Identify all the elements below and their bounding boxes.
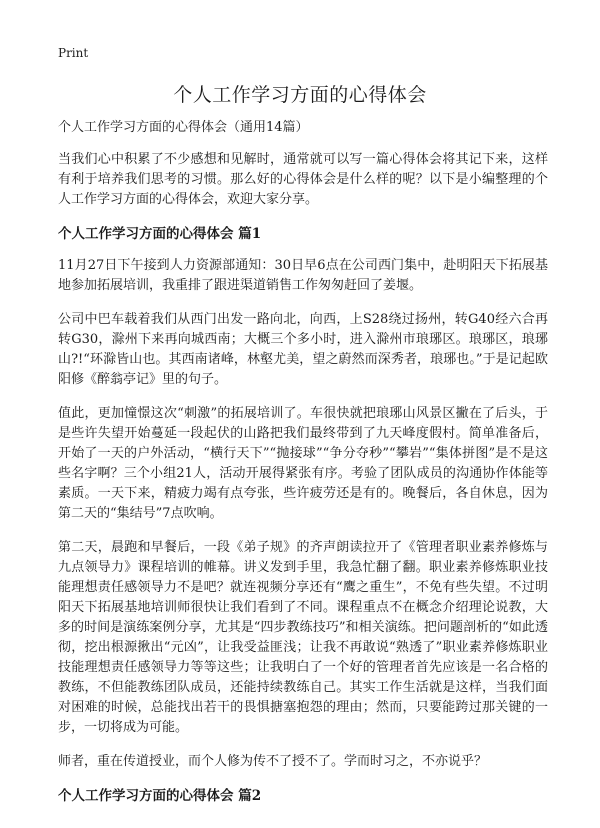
page-title: 个人工作学习方面的心得体会 bbox=[173, 84, 427, 106]
article-body bbox=[58, 118, 548, 818]
paragraph-1: 11月27日下午接到人力资源部通知：30日早6点在公司西门集中，赴明阳天下拓展基地参加拓展培训，我重排了跟进渠道销售工作匆匆赶回了姜堰。 bbox=[58, 258, 548, 293]
paragraph-4: 第二天，晨跑和早餐后，一段《弟子规》的齐声朗读拉开了《管理者职业素养修炼与九点领导力》课程培训的帷幕。讲义发到手里，我急忙翻了翻。职业素养修炼职业技能理想责任感领导力不是吧？就连视频分享还有“鹰之重生”，不免有些失望。不过明阳天下拓展基地培训师很快让我们看到了不同。课程重点不在概念介绍理论说教，大多的时间是演练案例分享，尤其是“四步教练技巧”和相关演练。把问题剖析的“如此透彻，挖出根源揪出“元凶”，让我受益匪浅；让我不再敢说“熟透了”职业素养修炼职业技能理想责任感领导力等等这些；让我明白了一个好的管理者首先应该是一名合格的教练，不但能教练团队成员，还能持续教练自己。其实工作生活就是这样，当我们面对困难的时候，总能找出若干的畏惧搪塞抱怨的理由；然而，只要能跨过那关键的一步，一切将成为可能。 bbox=[58, 540, 548, 735]
paragraph-3: 值此，更加憧憬这次“刺激”的拓展培训了。车很快就把琅琊山风景区撇在了后头，于是些许失望开始蔓延一段起伏的山路把我们最终带到了九天峰度假村。简单准备后，开始了一天的户外活动，“横行天下”“抛接球”“争分夺秒”“攀岩”“集体拼图”是不是这些名字啊？三个小组21人，活动开展得紧张有序。考验了团队成员的沟通协作体能等素质。一天下来，精疲力竭有点夸张，些许疲劳还是有的。晚餐后，各自休息，因为第二天的“集结号”7点吹响。 bbox=[58, 406, 548, 521]
paragraph-2: 公司中巴车载着我们从西门出发一路向北，向西，上S28绕过扬州，转G40经六合再转G30，滁州下来再向城西南；大概三个多小时，进入滁州市琅琊区。琅琊区，琅琊山?!“环滁皆山也。其西南诸峰，林壑尤美，望之蔚然而深秀者，琅琊也。”于是记起欧阳修《醉翁亭记》里的句子。 bbox=[58, 312, 548, 387]
intro-paragraph: 当我们心中积累了不少感想和见解时，通常就可以写一篇心得体会将其记下来，这样有利于培养我们思考的习惯。那么好的心得体会是什么样的呢？以下是小编整理的个人工作学习方面的心得体会，欢迎大家分享。 bbox=[58, 152, 548, 207]
paragraph-5: 师者，重在传道授业，而个人修为传不了授不了。学而时习之，不亦说乎？ bbox=[58, 754, 488, 769]
section-heading-1: 个人工作学习方面的心得体会 篇1 bbox=[58, 226, 262, 242]
article-subtitle: 个人工作学习方面的心得体会（通用14篇） bbox=[58, 120, 309, 135]
print-link[interactable]: Print bbox=[58, 46, 89, 60]
section-heading-2: 个人工作学习方面的心得体会 篇2 bbox=[58, 788, 262, 804]
